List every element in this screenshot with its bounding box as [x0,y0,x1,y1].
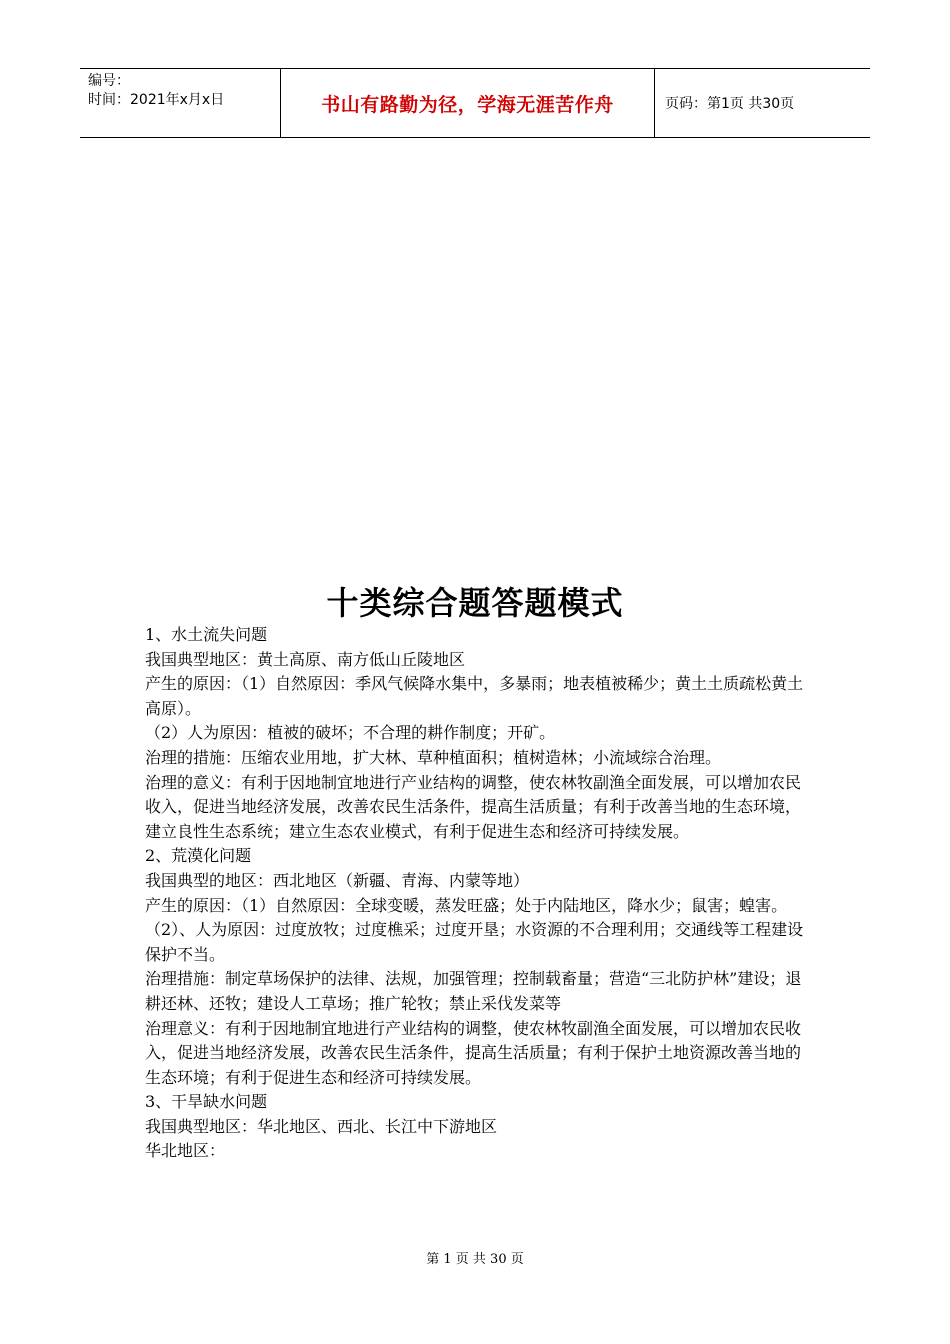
document-time-label: 时间：2021年x月x日 [88,92,225,108]
body-paragraph: 治理的措施：压缩农业用地，扩大林、草种植面积；植树造林；小流域综合治理。 [145,747,722,767]
body-paragraph: 产生的原因：（1）自然原因：季风气候降水集中，多暴雨；地表植被稀少；黄土土质疏松黄土高原）。 [145,674,804,718]
body-paragraph: 我国典型的地区：西北地区（新疆、青海、内蒙等地） [145,870,530,890]
section-heading: 1、水土流失问题 [145,625,268,644]
body-paragraph: 产生的原因：（1）自然原因：全球变暖，蒸发旺盛；处于内陆地区，降水少；鼠害；蝗害。（2）、人为原因：过度放牧；过度樵采；过度开垦；水资源的不合理利用；交通线等工程建设保护不当。 [145,895,804,964]
header-meta [80,69,281,137]
body-paragraph: 我国典型地区：华北地区、西北、长江中下游地区 [145,1116,498,1136]
section-heading: 2、荒漠化问题 [145,846,252,866]
document-title: 十类综合题答题模式 [326,584,624,622]
body-paragraph: 我国典型地区：黄土高原、南方低山丘陵地区 [145,649,466,669]
section-heading: 3、干旱缺水问题 [145,1092,268,1112]
page-header [80,68,870,138]
header-page-info: 页码：第1页 共30页 [665,96,795,112]
body-paragraph: 治理的意义：有利于因地制宜地进行产业结构的调整，使农林牧副渔全面发展，可以增加农民收入，促进当地经济发展，改善农民生活条件，提高生活质量；有利于改善当地的生态环境，建立良性生态系统；建立生态农业模式，有利于促进生态和经济可持续发展。 [145,772,802,841]
body-paragraph: 华北地区： [145,1141,226,1161]
body-paragraph: 治理措施：制定草场保护的法律、法规，加强管理；控制载畜量；营造“三北防护林”建设；退耕还林、还牧；建设人工草场；推广轮牧；禁止采伐发菜等 [145,969,802,1013]
page-footer: 第 1 页 共 30 页 [426,1252,524,1267]
body-paragraph: 治理意义：有利于因地制宜地进行产业结构的调整，使农林牧副渔全面发展，可以增加农民收入，促进当地经济发展，改善农民生活条件，提高生活质量；有利于保护土地资源改善当地的生态环境；有利于促进生态和经济可持续发展。 [145,1018,802,1087]
document-number-label: 编号： [88,73,130,89]
header-motto: 书山有路勤为径，学海无涯苦作舟 [281,69,655,137]
body-paragraph: （2）人为原因：植被的破坏；不合理的耕作制度；开矿。 [145,723,556,743]
document-body [145,623,815,1164]
